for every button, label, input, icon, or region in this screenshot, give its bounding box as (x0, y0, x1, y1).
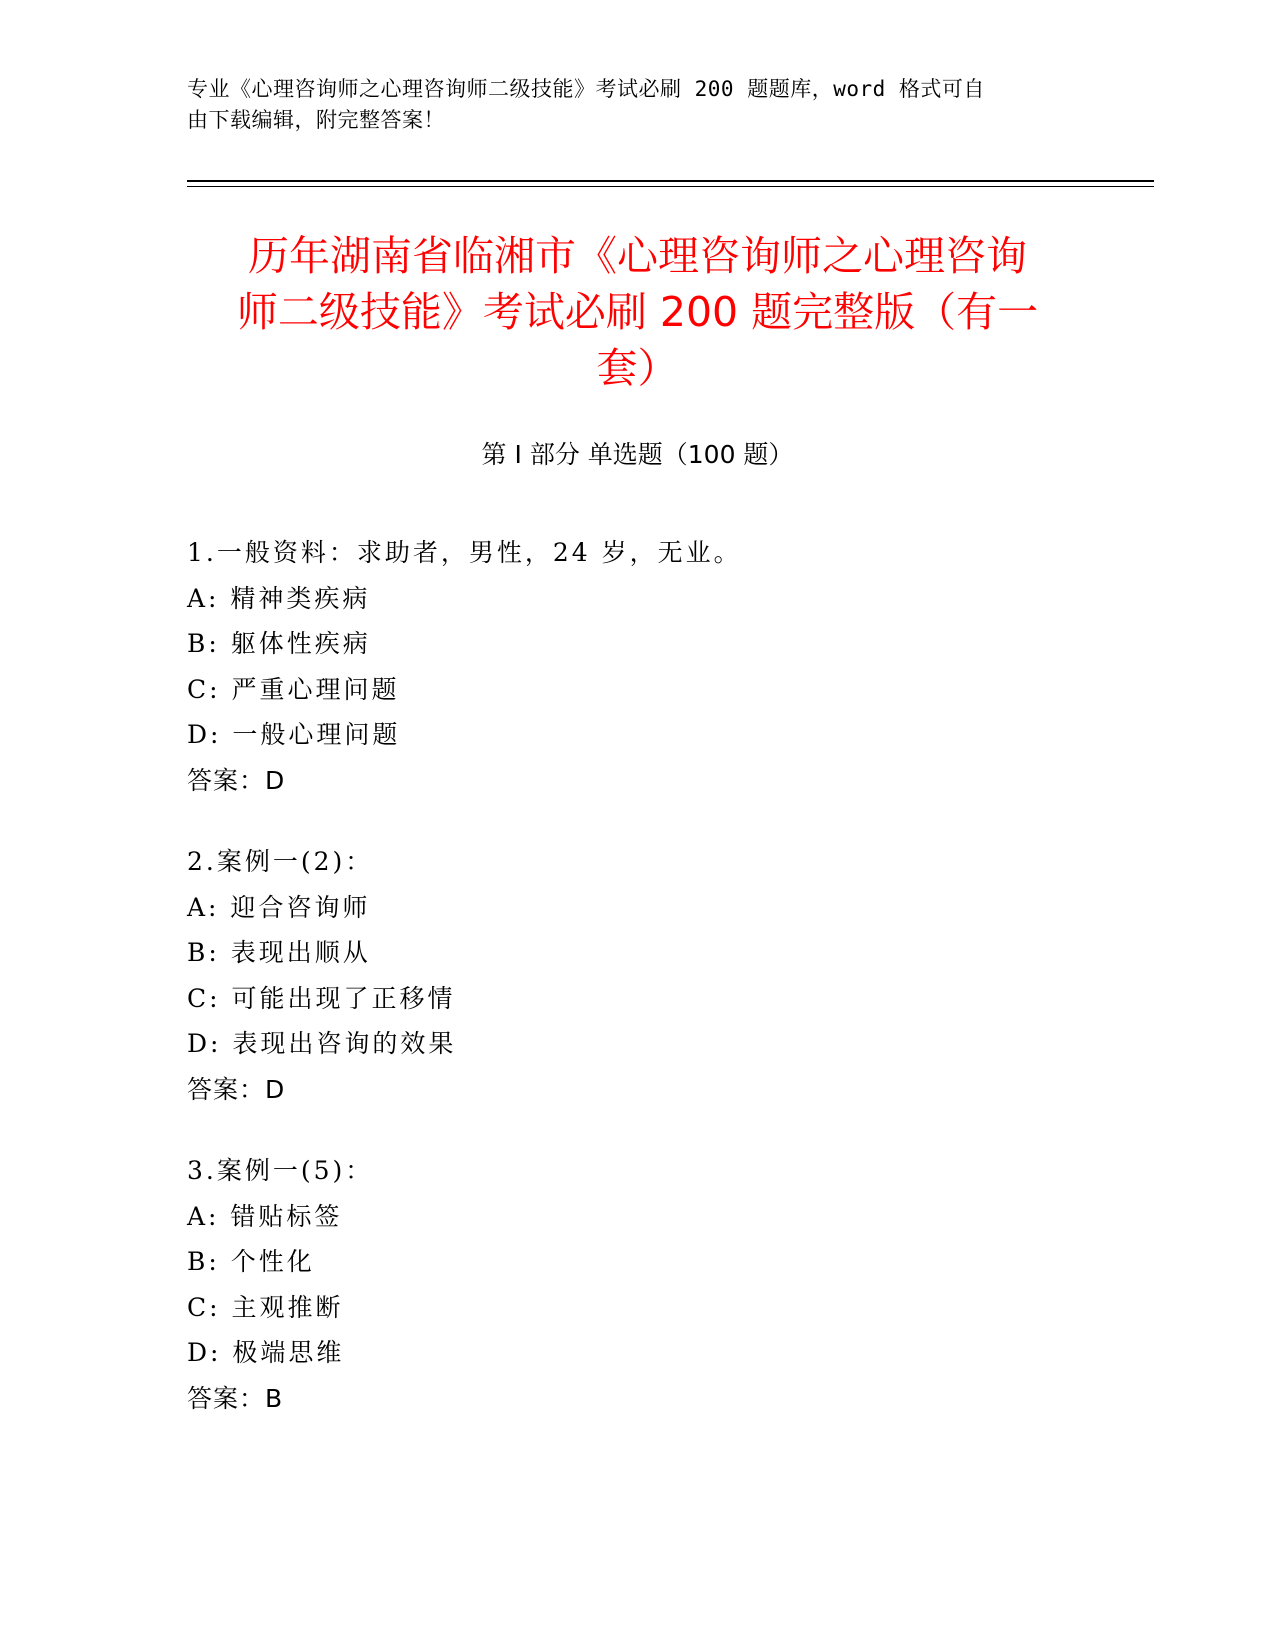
header-rule-thin (187, 186, 1154, 187)
answer-line: 答案：D (187, 1074, 286, 1104)
title-line-2: 师二级技能》考试必刷 200 题完整版（有一 (236, 288, 1039, 336)
intro-paragraph (187, 74, 1067, 136)
option-d: D: 表现出咨询的效果 (187, 1029, 457, 1058)
question-1 (187, 530, 1087, 803)
option-b: B: 躯体性疾病 (187, 629, 371, 658)
option-d: D: 极端思维 (187, 1338, 345, 1367)
answer-line: 答案：D (187, 765, 286, 795)
question-3 (187, 1148, 1087, 1421)
answer-line: 答案：B (187, 1383, 284, 1413)
option-a: A: 错贴标签 (187, 1201, 343, 1231)
document-title (190, 228, 1085, 396)
question-2 (187, 839, 1087, 1112)
question-stem: 2.案例一(2)： (187, 847, 374, 876)
title-line-3: 套） (596, 344, 679, 392)
section-heading: 第 I 部分 单选题（100 题） (481, 440, 794, 469)
option-b: B: 个性化 (187, 1247, 315, 1276)
option-c: C: 主观推断 (187, 1292, 344, 1322)
option-c: C: 可能出现了正移情 (187, 983, 456, 1013)
question-list (187, 530, 1087, 1457)
header-rule-thick (187, 180, 1154, 182)
intro-line-1: 专业《心理咨询师之心理咨询师二级技能》考试必刷 200 题题库，word 格式可自 (187, 77, 985, 101)
title-line-1: 历年湖南省临湘市《心理咨询师之心理咨询 (248, 232, 1027, 280)
option-c: C: 严重心理问题 (187, 674, 400, 704)
option-d: D: 一般心理问题 (187, 720, 401, 749)
intro-line-2: 由下载编辑，附完整答案！ (187, 108, 445, 132)
option-a: A: 精神类疾病 (187, 583, 371, 613)
option-b: B: 表现出顺从 (187, 938, 371, 967)
question-stem: 3.案例一(5)： (187, 1156, 374, 1185)
option-a: A: 迎合咨询师 (187, 892, 371, 922)
question-stem: 1.一般资料：求助者，男性，24 岁，无业。 (187, 538, 742, 567)
